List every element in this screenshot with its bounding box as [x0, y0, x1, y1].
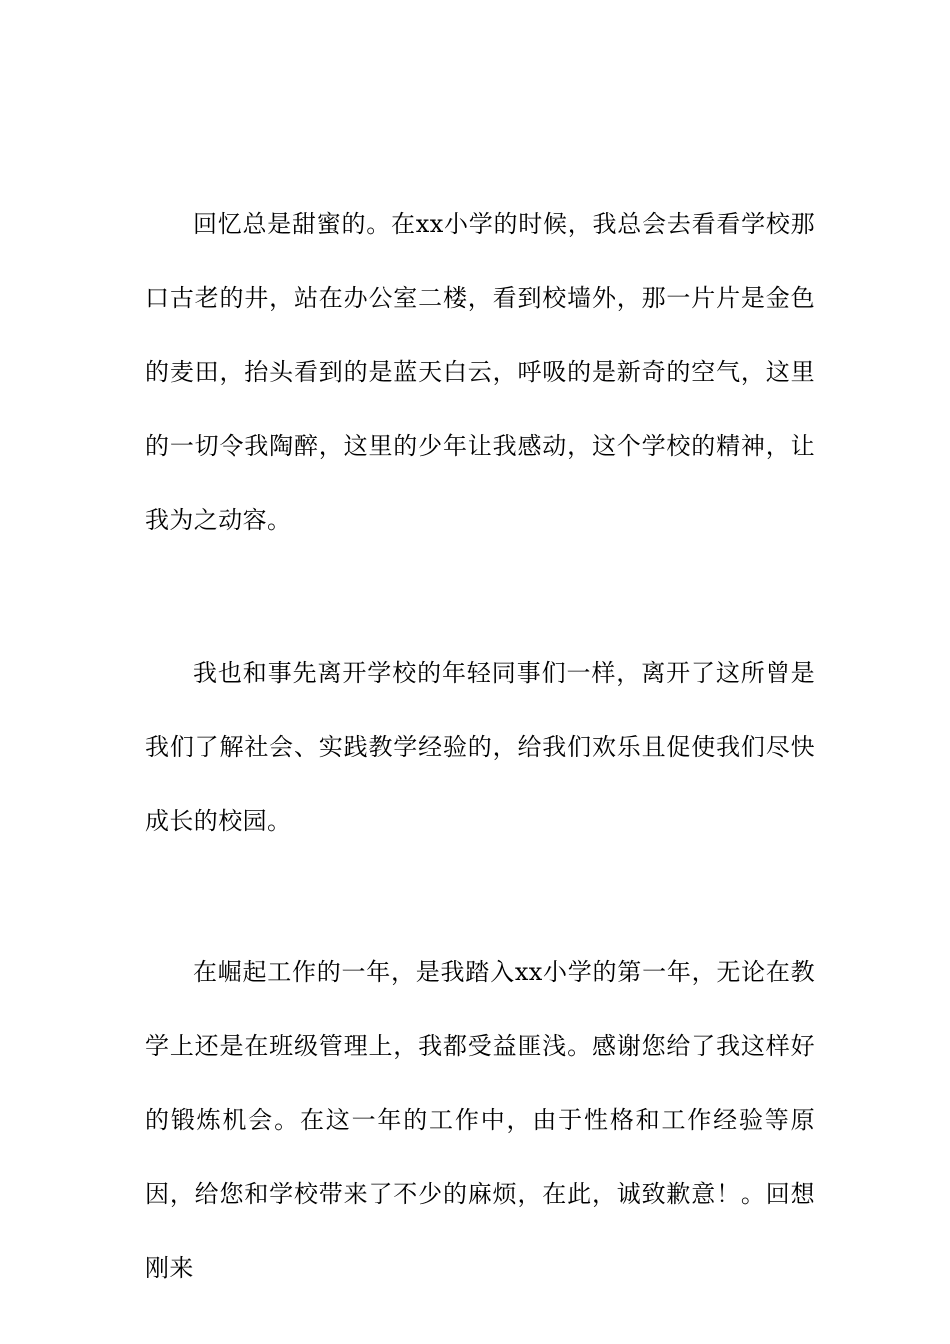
body-paragraph: 我也和事先离开学校的年轻同事们一样，离开了这所曾是我们了解社会、实践教学经验的，给我们欢乐且促使我们尽快成长的校园。	[145, 659, 815, 835]
body-paragraph: 在崛起工作的一年，是我踏入xx小学的第一年，无论在教学上还是在班级管理上，我都受益匪浅。感谢您给了我这样好的锻炼机会。在这一年的工作中，由于性格和工作经验等原因，给您和学校带来了不少的麻烦，在此，诚致歉意！。回想刚来	[145, 958, 815, 1282]
body-paragraph: 回忆总是甜蜜的。在xx小学的时候，我总会去看看学校那口古老的井，站在办公室二楼，看到校墙外，那一片片是金色的麦田，抬头看到的是蓝天白云，呼吸的是新奇的空气，这里的一切令我陶醉，这里的少年让我感动，这个学校的精神，让我为之动容。	[145, 210, 815, 534]
